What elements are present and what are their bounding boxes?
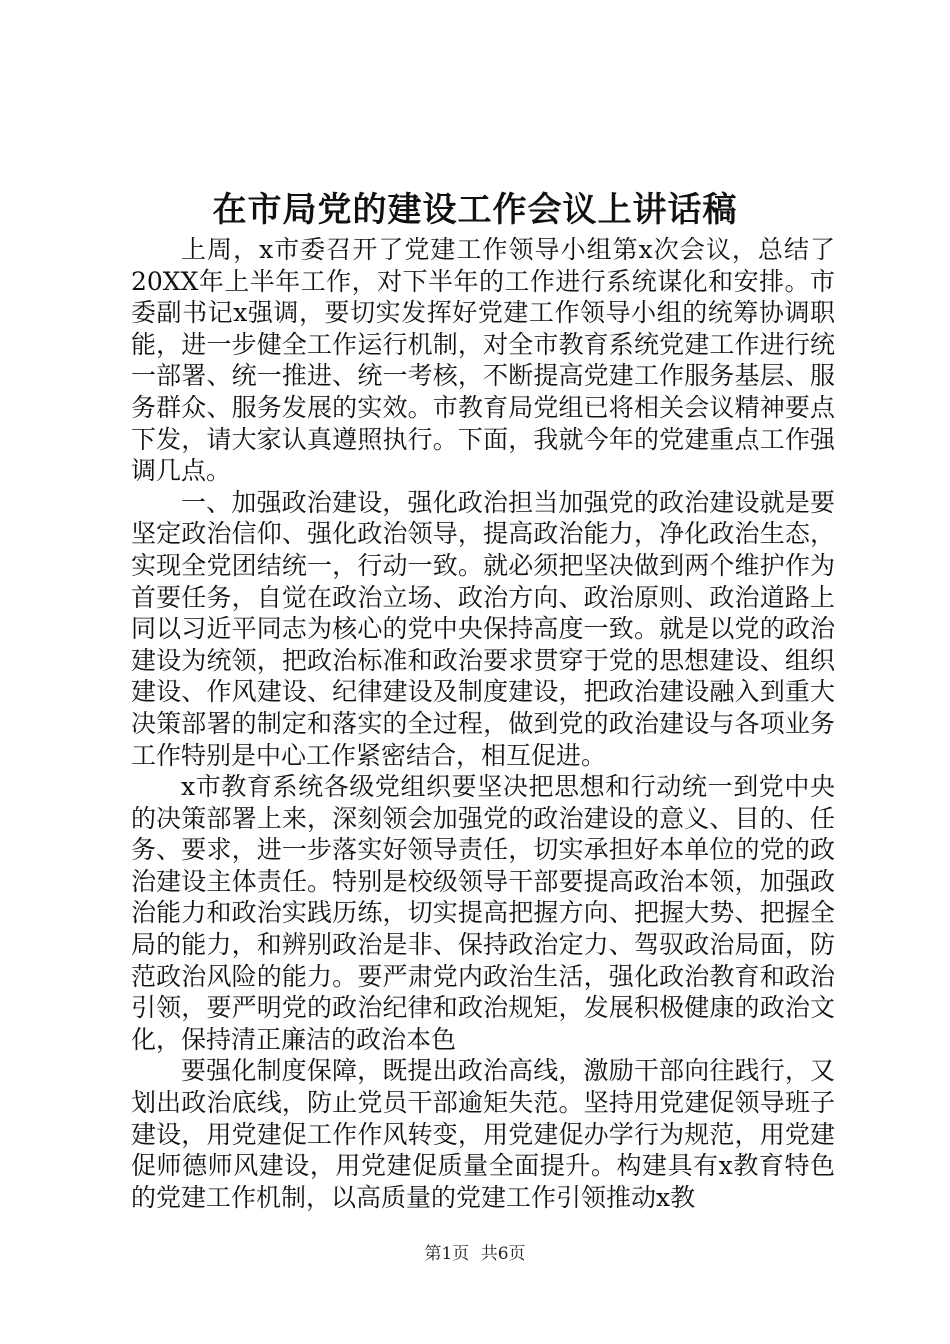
page-number: 第1页 <box>424 1244 470 1264</box>
paragraph: x市教育系统各级党组织要坚决把思想和行动统一到党中央的决策部署上来，深刻领会加强党的政治建设的意义、目的、任务、要求，进一步落实好领导责任，切实承担好本单位的党的政治建设主体责任。特别是校级领导干部要提高政治本领，加强政治能力和政治实践历练，切实提高把握方向、把握大势、把握全局的能力，和辨别政治是非、保持政治定力、驾驭政治局面，防范政治风险的能力。要严肃党内政治生活，强化政治教育和政治引领，要严明党的政治纪律和政治规矩，发展积极健康的政治文化，保持清正廉洁的政治本色 <box>131 772 835 1054</box>
paragraph: 一、加强政治建设，强化政治担当加强党的政治建设就是要坚定政治信仰、强化政治领导，提高政治能力，净化政治生态，实现全党团结统一，行动一致。就必须把坚决做到两个维护作为首要任务，自觉在政治立场、政治方向、政治原则、政治道路上同以习近平同志为核心的党中央保持高度一致。就是以党的政治建设为统领，把政治标准和政治要求贯穿于党的思想建设、组织建设、作风建设、纪律建设及制度建设，把政治建设融入到重大决策部署的制定和落实的全过程，做到党的政治建设与各项业务工作特别是中心工作紧密结合，相互促进。 <box>131 487 835 770</box>
paragraph: 上周，x市委召开了党建工作领导小组第x次会议，总结了20XX年上半年工作，对下半年的工作进行系统谋化和安排。市委副书记x强调，要切实发挥好党建工作领导小组的统筹协调职能，进一步健全工作运行机制，对全市教育系统党建工作进行统一部署、统一推进、统一考核，不断提高党建工作服务基层、服务群众、服务发展的实效。市教育局党组已将相关会议精神要点下发，请大家认真遵照执行。下面，我就今年的党建重点工作强调几点。 <box>131 235 835 486</box>
paragraph: 要强化制度保障，既提出政治高线，激励干部向往践行，又划出政治底线，防止党员干部逾矩失范。坚持用党建促领导班子建设，用党建促工作作风转变，用党建促办学行为规范，用党建促师德师风建设，用党建促质量全面提升。构建具有x教育特色的党建工作机制，以高质量的党建工作引领推动x教 <box>131 1056 835 1212</box>
document-title: 在市局党的建设工作会议上讲话稿 <box>212 190 738 230</box>
page-total: 共6页 <box>480 1244 526 1264</box>
page-footer <box>0 1243 950 1265</box>
document-body <box>131 234 835 1213</box>
